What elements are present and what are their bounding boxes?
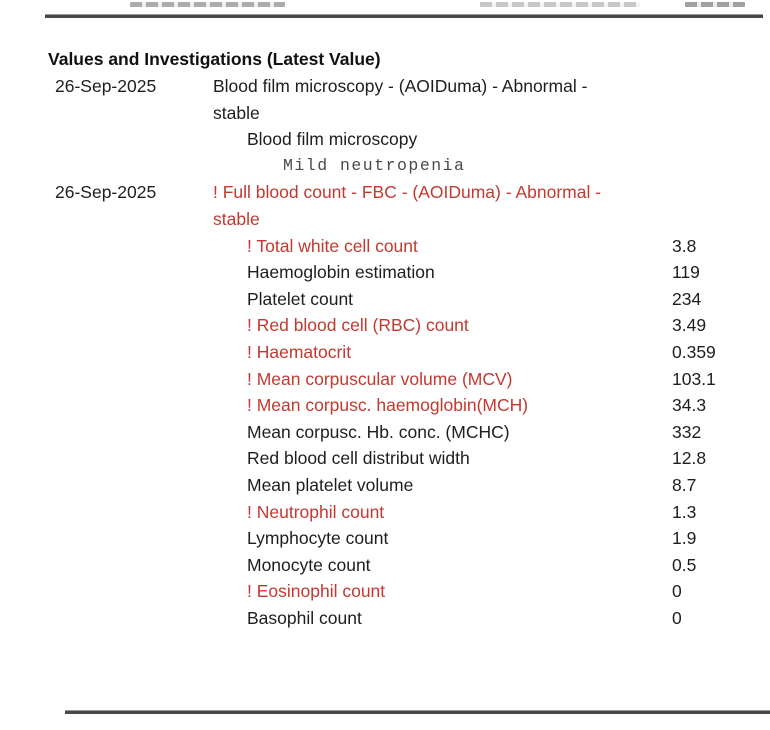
clipped-header-text-right [685, 2, 745, 7]
result-label: ! Mean corpusc. haemoglobin(MCH) [247, 395, 529, 416]
result-row [0, 552, 770, 579]
result-row [0, 605, 770, 632]
result-label: Mean platelet volume [247, 474, 414, 495]
result-label: ! Haematocrit [247, 341, 352, 362]
sub-test-name: Blood film microscopy [247, 129, 418, 150]
entry-date: 26-Sep-2025 [55, 182, 157, 203]
investigation-entry-blood-film [0, 73, 770, 179]
result-comment: Mild neutropenia [283, 155, 466, 175]
result-row [0, 286, 770, 313]
result-label: Haemoglobin estimation [247, 262, 435, 283]
result-value: 3.8 [672, 235, 697, 256]
result-label: Platelet count [247, 288, 354, 309]
entry-title [213, 73, 668, 126]
result-row [0, 259, 770, 286]
result-label: Lymphocyte count [247, 528, 389, 549]
result-value: 34.3 [672, 395, 707, 416]
result-label: Mean corpusc. Hb. conc. (MCHC) [247, 421, 510, 442]
result-value: 0.5 [672, 554, 697, 575]
result-value: 0 [672, 581, 682, 602]
results-list [0, 233, 770, 632]
entry-title-line: stable [213, 102, 260, 123]
result-value: 0 [672, 607, 682, 628]
clipped-header-text-middle [480, 2, 640, 7]
result-row [0, 419, 770, 446]
result-value: 3.49 [672, 315, 707, 336]
result-value: 103.1 [672, 368, 716, 389]
result-row [0, 445, 770, 472]
clipped-header-text-left [130, 2, 285, 7]
result-label: ! Red blood cell (RBC) count [247, 315, 469, 336]
header-divider [45, 15, 763, 18]
entry-title-line: Blood film microscopy - (AOIDuma) - Abnormal - [213, 76, 588, 96]
result-row [0, 339, 770, 366]
result-row [0, 499, 770, 526]
result-value: 1.3 [672, 501, 697, 522]
result-label: Red blood cell distribut width [247, 448, 470, 469]
entry-title-line: stable [213, 208, 260, 229]
result-row [0, 366, 770, 393]
entry-title [213, 179, 668, 232]
result-label: ! Mean corpuscular volume (MCV) [247, 368, 513, 389]
result-label: Basophil count [247, 607, 362, 628]
result-row [0, 312, 770, 339]
result-row [0, 578, 770, 605]
result-label: ! Neutrophil count [247, 501, 385, 522]
entry-body [213, 73, 668, 179]
result-row [0, 233, 770, 260]
result-row [0, 392, 770, 419]
result-value: 1.9 [672, 528, 697, 549]
entry-body [213, 179, 668, 232]
result-row [0, 472, 770, 499]
result-value: 119 [672, 262, 700, 283]
result-value: 12.8 [672, 448, 707, 469]
report-content [0, 46, 770, 631]
result-label: ! Eosinophil count [247, 581, 386, 602]
footer-divider [65, 711, 770, 714]
result-label: ! Total white cell count [247, 235, 418, 256]
result-value: 8.7 [672, 474, 697, 495]
entry-title-line: ! Full blood count - FBC - (AOIDuma) - Abnormal - [213, 182, 602, 203]
investigation-entry-fbc [0, 179, 770, 232]
result-value: 0.359 [672, 341, 716, 362]
result-value: 332 [672, 421, 702, 442]
result-label: Monocyte count [247, 554, 371, 575]
section-title: Values and Investigations (Latest Value) [48, 49, 381, 69]
entry-date: 26-Sep-2025 [55, 76, 157, 96]
result-value: 234 [672, 288, 702, 309]
result-row [0, 525, 770, 552]
